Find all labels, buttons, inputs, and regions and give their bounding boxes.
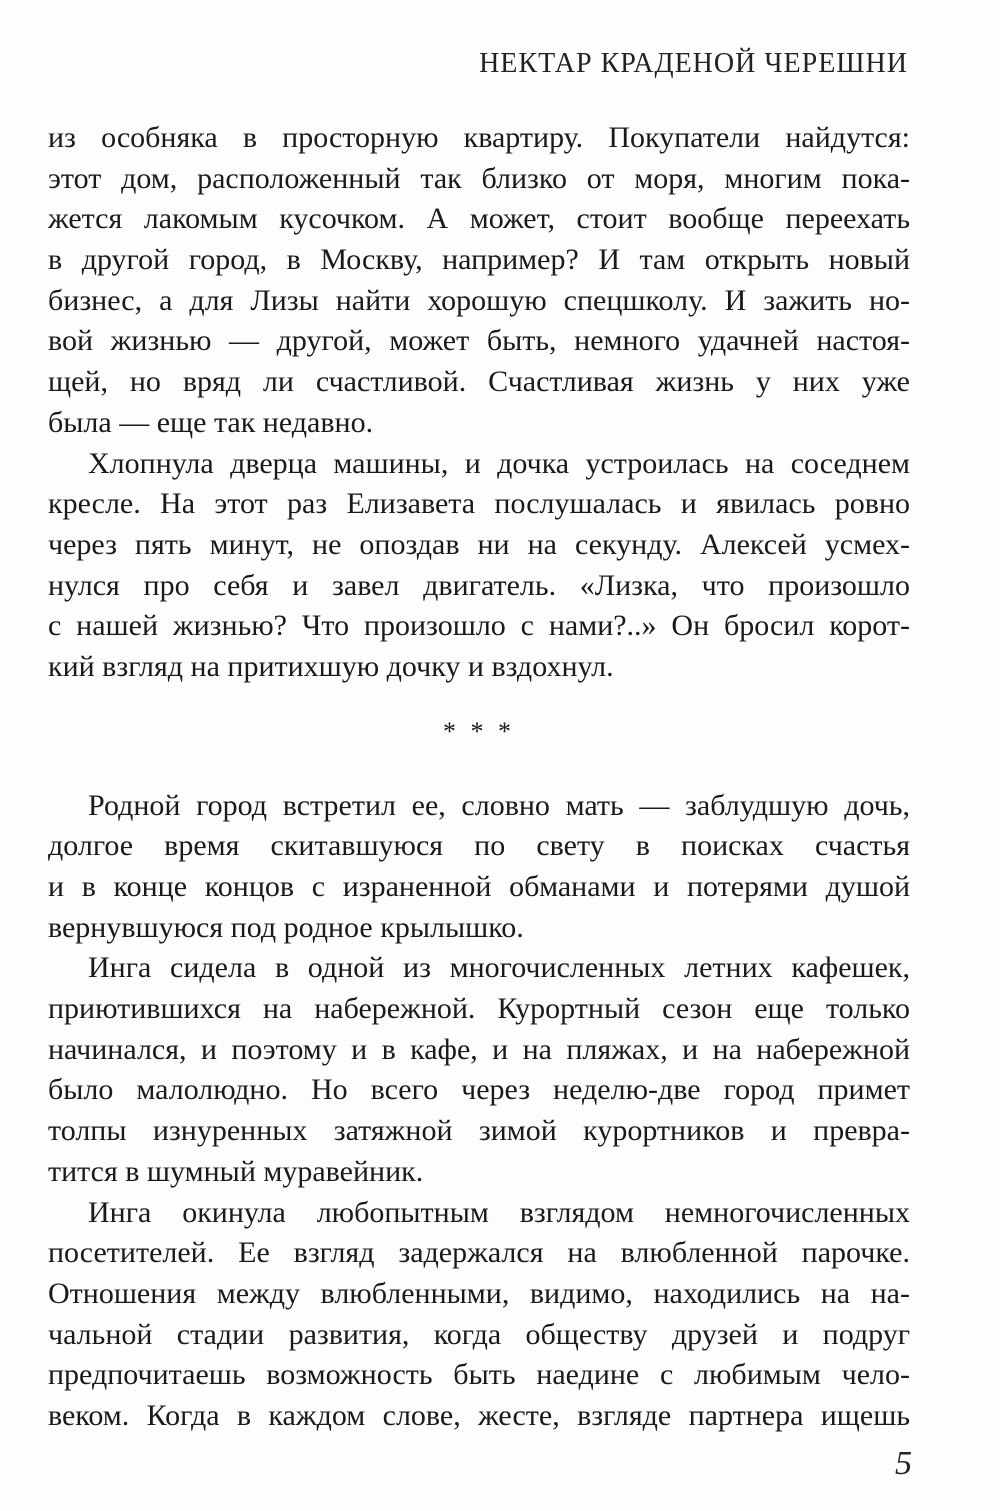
text-line: чальной стадии развития, когда обществу друзей и подруг xyxy=(48,1317,910,1351)
text-line: тится в шумный муравейник. xyxy=(48,1154,424,1188)
paragraph xyxy=(48,948,910,1192)
paragraph xyxy=(48,118,910,444)
paragraph xyxy=(48,786,910,949)
text-line: этот дом, расположенный так близко от моря, многим пока- xyxy=(48,161,910,195)
text-line: через пять минут, не опоздав ни на секунду. Алексей усмех- xyxy=(48,527,910,561)
text-line: толпы изнуренных затяжной зимой курортников и превра- xyxy=(48,1114,910,1148)
text-line: начинался, и поэтому и в кафе, и на пляжах, и на набережной xyxy=(48,1032,910,1066)
text-line: веком. Когда в каждом слове, жесте, взгляде партнера ищешь xyxy=(48,1398,910,1432)
text-line: Инга сидела в одной из многочисленных летних кафешек, xyxy=(88,951,910,985)
text-line: вернувшуюся под родное крылышко. xyxy=(48,910,524,944)
text-line: бизнес, а для Лизы найти хорошую спецшколу. И зажить но- xyxy=(48,283,910,317)
text-line: нулся про себя и завел двигатель. «Лизка, что произошло xyxy=(48,568,910,602)
paragraph xyxy=(48,444,910,688)
text-line: Отношения между влюбленными, видимо, находились на на- xyxy=(48,1276,910,1310)
text-line: предпочитаешь возможность быть наедине с любимым чело- xyxy=(48,1358,910,1392)
text-line: было малолюдно. Но всего через неделю-две город примет xyxy=(48,1073,910,1107)
section-separator: * * * xyxy=(443,716,515,746)
text-line: жется лакомым кусочком. А может, стоит вообще переехать xyxy=(48,202,910,236)
text-line: Хлопнула дверца машины, и дочка устроилась на соседнем xyxy=(88,446,910,480)
text-line: вой жизнью — другой, может быть, немного удачней настоя- xyxy=(48,324,910,358)
page-body xyxy=(48,118,910,1437)
page-number: 5 xyxy=(895,1445,912,1482)
text-line: кий взгляд на притихшую дочку и вздохнул. xyxy=(48,649,614,683)
text-line: в другой город, в Москву, например? И там открыть новый xyxy=(48,243,910,277)
text-line: долгое время скитавшуюся по свету в поисках счастья xyxy=(48,829,910,863)
text-line: кресле. На этот раз Елизавета послушалась и явилась ровно xyxy=(48,487,910,521)
text-line: Инга окинула любопытным взглядом немногочисленных xyxy=(88,1195,910,1229)
text-line: щей, но вряд ли счастливой. Счастливая жизнь у них уже xyxy=(48,365,910,399)
text-line: Родной город встретил ее, словно мать — заблудшую дочь, xyxy=(88,788,910,822)
running-head: НЕКТАР КРАДЕНОЙ ЧЕРЕШНИ xyxy=(479,48,908,79)
text-line: и в конце концов с израненной обманами и потерями душой xyxy=(48,870,910,903)
text-line: была — еще так недавно. xyxy=(48,405,374,439)
text-line: посетителей. Ее взгляд задержался на влюбленной парочке. xyxy=(48,1236,910,1270)
text-line: приютившихся на набережной. Курортный сезон еще только xyxy=(48,992,910,1026)
text-line: из особняка в просторную квартиру. Покупатели найдутся: xyxy=(48,121,910,154)
paragraph xyxy=(48,1193,910,1437)
text-line: с нашей жизнью? Что произошло с нами?..» Он бросил корот- xyxy=(48,609,910,643)
